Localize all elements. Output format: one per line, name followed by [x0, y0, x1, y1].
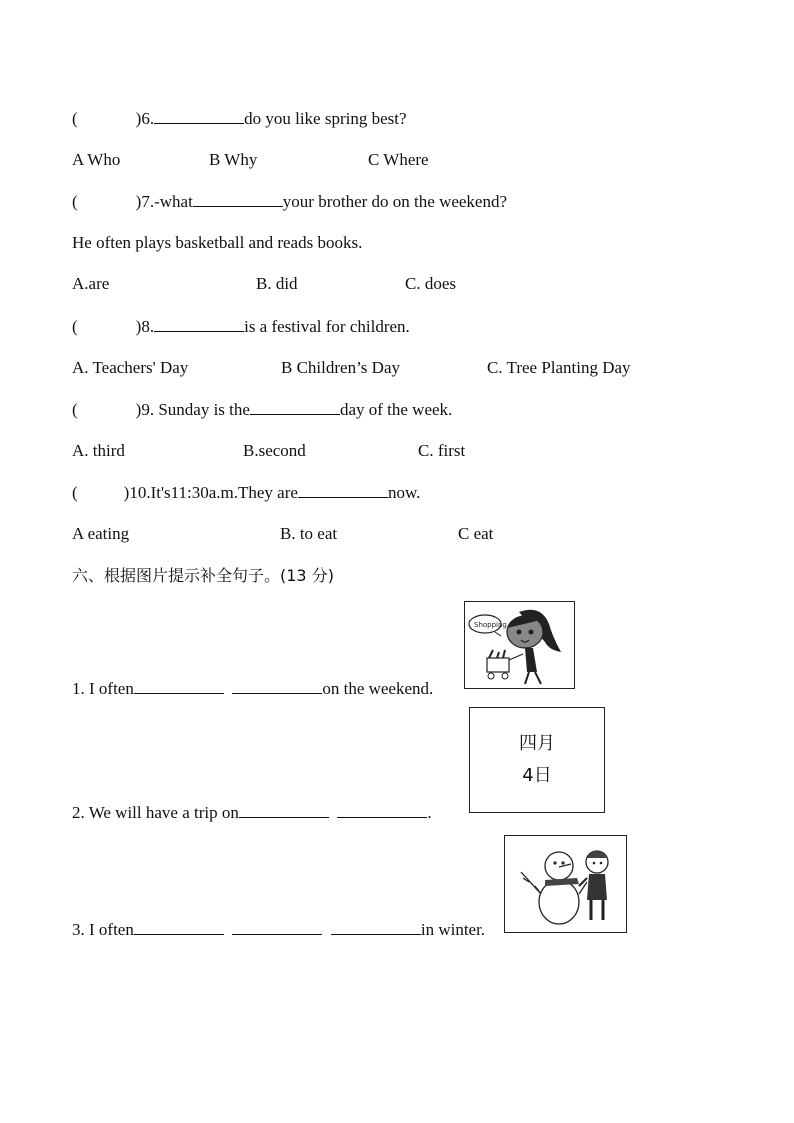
option-b[interactable]: B.second	[243, 441, 306, 460]
option-a[interactable]: A.are	[72, 274, 110, 293]
option-a[interactable]: A eating	[72, 524, 130, 543]
speech-bubble-text: Shopping	[474, 621, 507, 629]
section-title: 六、根据图片提示补全句子。(13 分)	[72, 566, 334, 585]
answer-paren[interactable]: (	[72, 400, 78, 419]
option-c[interactable]: C. does	[405, 274, 456, 293]
answer-blank[interactable]	[250, 398, 340, 415]
calendar-day: 4日	[522, 765, 552, 786]
question-7-context: He often plays basketball and reads books.	[72, 233, 363, 252]
answer-blank[interactable]	[232, 918, 322, 935]
option-c[interactable]: C eat	[458, 524, 494, 543]
calendar-date-picture	[469, 707, 605, 813]
answer-blank[interactable]	[134, 918, 224, 935]
answer-paren[interactable]: (	[72, 317, 78, 336]
answer-blank[interactable]	[337, 801, 427, 818]
answer-blank[interactable]	[232, 677, 322, 694]
question-7: ( )7.-what your brother do on the weekend?	[72, 192, 508, 211]
option-c[interactable]: C. Tree Planting Day	[487, 358, 631, 377]
option-b[interactable]: B. did	[256, 274, 298, 293]
answer-paren[interactable]: (	[72, 483, 78, 502]
fill-sentence-2: 2. We will have a trip on .	[72, 803, 432, 822]
calendar-month: 四月	[519, 733, 555, 754]
option-b[interactable]: B Children’s Day	[281, 358, 400, 377]
option-c[interactable]: C Where	[368, 150, 429, 169]
answer-blank[interactable]	[331, 918, 421, 935]
shopping-girl-icon	[464, 601, 575, 689]
answer-blank[interactable]	[298, 481, 388, 498]
question-6: ( )6. do you like spring best?	[72, 109, 407, 128]
answer-paren[interactable]: (	[72, 109, 78, 128]
option-a[interactable]: A. third	[72, 441, 125, 460]
answer-blank[interactable]	[193, 190, 283, 207]
option-a[interactable]: A Who	[72, 150, 121, 169]
answer-blank[interactable]	[134, 677, 224, 694]
answer-blank[interactable]	[239, 801, 329, 818]
option-b[interactable]: B Why	[209, 150, 258, 169]
option-b[interactable]: B. to eat	[280, 524, 338, 543]
question-10: ( )10.It's11:30a.m.They are now.	[72, 483, 421, 502]
fill-sentence-1: 1. I often on the weekend.	[72, 679, 434, 698]
option-c[interactable]: C. first	[418, 441, 466, 460]
question-8: ( )8. is a festival for children.	[72, 317, 410, 336]
fill-sentence-3: 3. I often in winter.	[72, 920, 486, 939]
snowman-boy-icon	[504, 835, 627, 933]
answer-paren[interactable]: (	[72, 192, 78, 211]
option-a[interactable]: A. Teachers' Day	[72, 358, 189, 377]
answer-blank[interactable]	[154, 107, 244, 124]
question-9: ( )9. Sunday is the day of the week.	[72, 400, 453, 419]
answer-blank[interactable]	[154, 315, 244, 332]
